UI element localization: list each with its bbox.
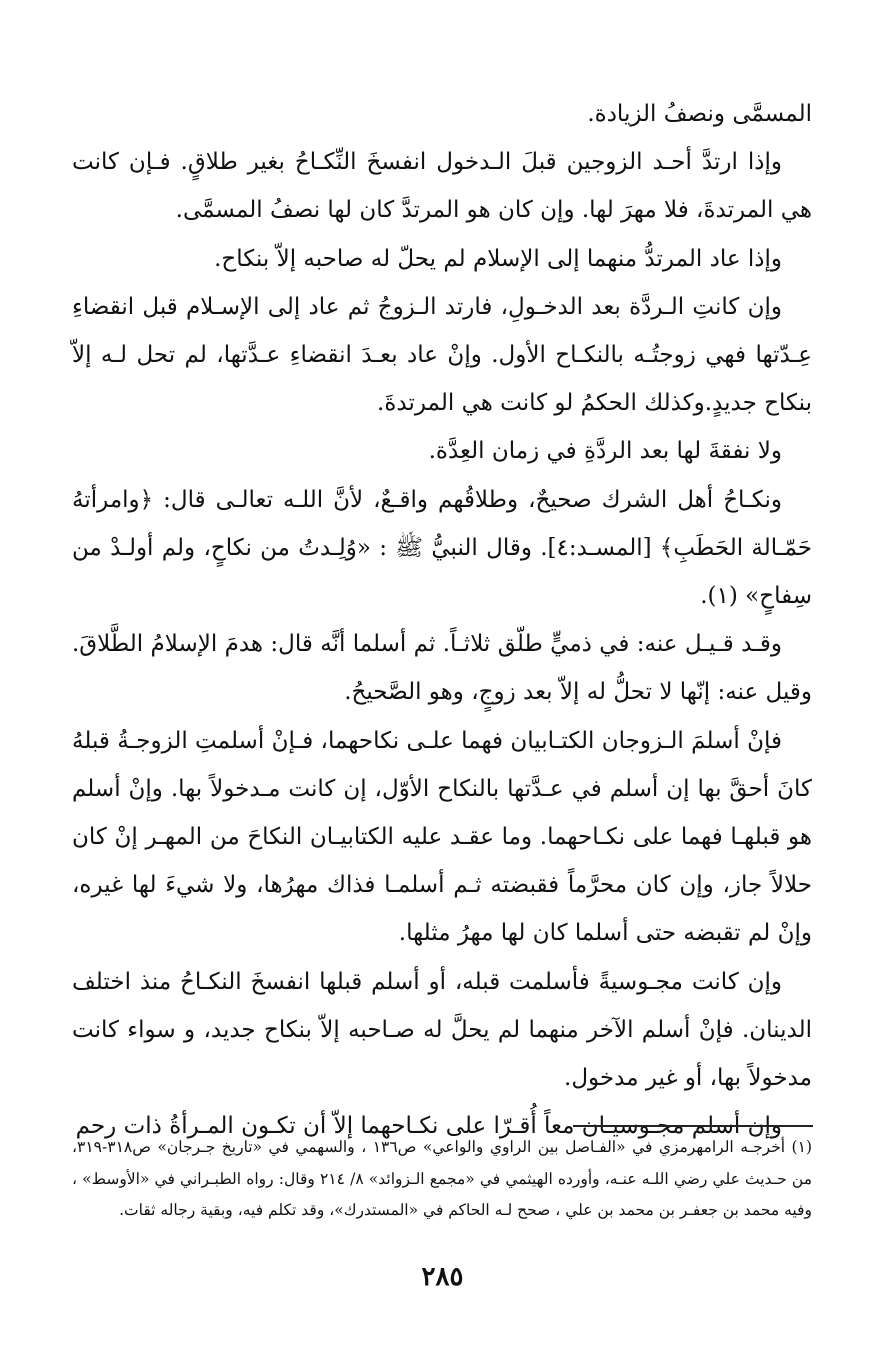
paragraph-8: فإنْ أسلمَ الـزوجان الكتـابيان فهما علـى نكاحهما، فـإنْ أسلمتِ الزوجـةُ قبلهُ كانَ أحقَّ بها إن أسلم في عـدَّتها بالنكاح الأوّل، إن كانت مـدخولاً بها. وإنْ أسلم هو قبلهـا فهما على نكـاحهما. وما عقـد عليه الكتابيـان النكاحَ من المهـر إنْ كان حلالاً جاز، وإن كان محرَّماً فقبضته ثـم أسلمـا فذاك مهرُها، ولا شيءَ لها غيره، وإنْ لم تقبضه حتى أسلما كان لها مهرُ مثلها. xyxy=(72,727,812,947)
footnotes xyxy=(72,1132,812,1227)
paragraph-6: ونكـاحُ أهل الشرك صحيحٌ، وطلاقُهم واقـعٌ، لأنَّ اللـه تعالـى قال: ﴿وامرأتهُ حَمّـالة الحَطَبِ﴾ [المسـد:٤]. وقال النبيُّ ﷺ : «وُلِـدتُ من نكاحٍ، ولم أولـدْ من سِفاحٍ» (١). xyxy=(72,486,813,610)
page-number: ٢٨٥ xyxy=(421,1262,464,1292)
body-text xyxy=(72,90,812,1150)
paragraph-1: المسمَّى ونصفُ الزيادة. xyxy=(587,101,812,127)
paragraph-5: ولا نفقةَ لها بعد الردَّةِ في زمان العِدَّة. xyxy=(428,438,782,465)
paragraph-4: وإن كانتِ الـردَّة بعد الدخـولِ، فارتد الـزوجُ ثم عاد إلى الإسـلام قبل انقضاءِ عِـدّتها فهي زوجتُـه بالنكـاح الأول. وإنْ عاد بعـدَ انقضاءِ عـدَّتها، لم تحل لـه إلاّ بنكاح جديدٍ.وكذلك الحكمُ لو كانت هي المرتدةَ. xyxy=(72,293,812,417)
paragraph-9: وإن كانت مجـوسيةً فأسلمت قبله، أو أسلم قبلها انفسخَ النكـاحُ منذ اختلف الدينان. فإنْ أسلم الآخر منهما لم يحلَّ له صـاحبه إلاّ بنكاح جديد، و سواء كانت مدخولاً بها، أو غير مدخول. xyxy=(72,968,812,1092)
paragraph-2: وإذا ارتدَّ أحـد الزوجين قبلَ الـدخول انفسخَ النِّكـاحُ بغير طلاقٍ. فـإن كانت هي المرتدةَ، فلا مهرَ لها. وإن كان هو المرتدَّ كان لها نصفُ المسمَّى. xyxy=(72,149,812,224)
footnote-separator xyxy=(573,1125,813,1127)
paragraph-3: وإذا عاد المرتدُّ منهما إلى الإسلام لم يحلّ له صاحبه إلاّ بنكاح. xyxy=(214,245,782,272)
paragraph-7: وقـد قـيـل عنه: في ذميٍّ طلّق ثلاثـاً. ثم أسلما أنَّه قال: هدمَ الإسلامُ الطَّلاقَ. وقيل عنه: إنّها لا تحلُّ له إلاّ بعد زوجٍ، وهو الصَّحيحُ. xyxy=(72,631,812,706)
footnote-1: (١) أخرجـه الرامهرمزي في «الفـاصل بين الراوي والواعي» ص١٣٦ ، والسهمي في «تاريخ جـرجان» ص٣١٨-٣١٩، من حـديث علي رضي اللـه عنـه، وأورده الهيثمي في «مجمع الـزوائد» ٨/ ٢١٤ وقال: رواه الطبـراني في «الأوسط» ، وفيه محمد بن جعفـر بن محمد بن علي ، صحح لـه الحاكم في «المستدرك»، وقد تكلم فيه، وبقية رجاله ثقات. xyxy=(72,1138,812,1219)
paragraph-10: وإن أسلم مجـوسيـان معاً أُقـرّا على نكـاحهما إلاّ أن تكـون المـرأةُ ذات رحم xyxy=(75,1113,782,1140)
